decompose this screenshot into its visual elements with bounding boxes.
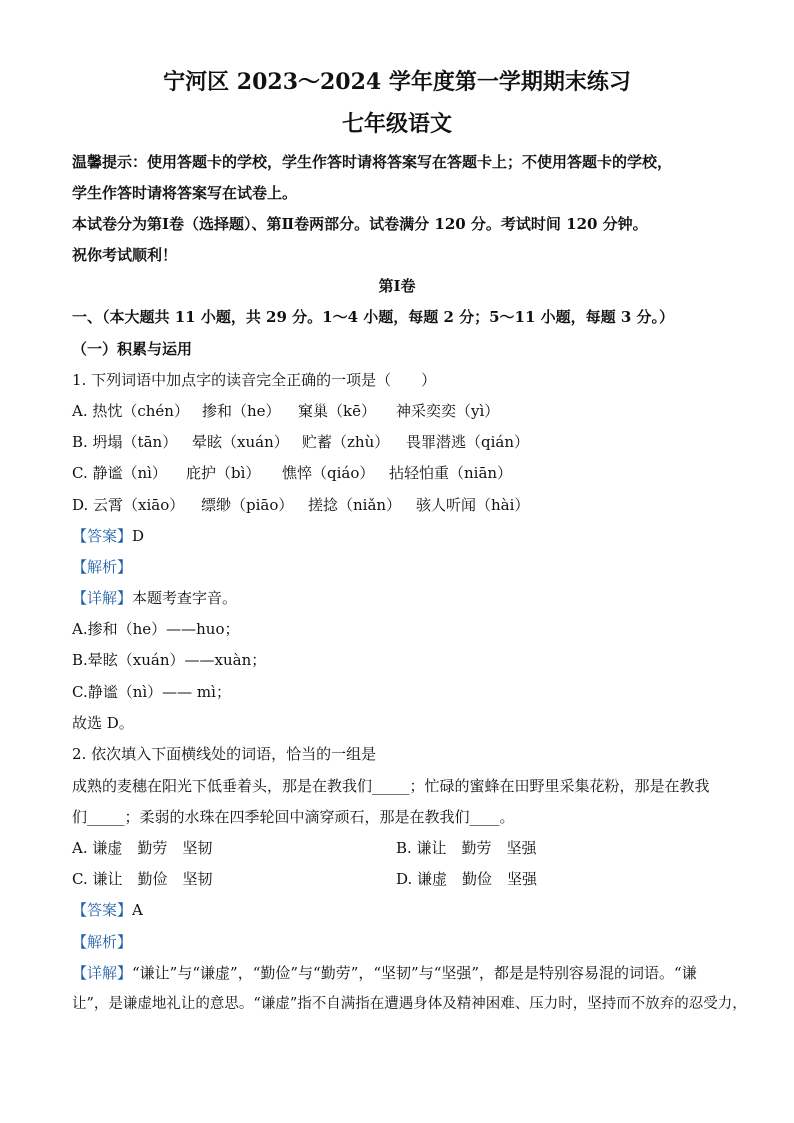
question-2-answer bbox=[72, 900, 143, 920]
notice-line-3: 本试卷分为第Ⅰ卷（选择题）、第Ⅱ卷两部分。试卷满分 120 分。考试时间 120 分钟。 bbox=[72, 215, 648, 233]
detail-tag: 【详解】 bbox=[72, 964, 133, 982]
option-d-word-1: D. 云霄（xiāo） bbox=[72, 496, 185, 514]
question-2-option-a: A. 谦虚 勤劳 坚韧 bbox=[72, 839, 213, 857]
question-1-detail-line: C.静谧（nì）—— mì； bbox=[72, 683, 231, 701]
answer-value: A bbox=[132, 901, 143, 919]
question-2-detail bbox=[72, 963, 697, 983]
question-2-text-line-1: 成熟的麦穗在阳光下低垂着头，那是在教我们_____；忙碌的蜜蜂在田野里采集花粉，那是在教我 bbox=[72, 777, 710, 795]
question-2-analysis-tag: 【解析】 bbox=[72, 933, 133, 951]
question-1-detail-line: 故选 D。 bbox=[72, 714, 134, 732]
notice-line-2: 学生作答时请将答案写在试卷上。 bbox=[72, 184, 298, 202]
option-d-word-2: 缥缈（piāo） bbox=[201, 496, 294, 514]
option-c-word-4: 拈轻怕重（niān） bbox=[389, 464, 513, 482]
detail-text-1: “谦让”与“谦虚”，“勤俭”与“勤劳”，“坚韧”与“坚强”，都是是特别容易混的词语。“谦 bbox=[132, 964, 697, 982]
option-c-word-2: 庇护（bì） bbox=[186, 464, 261, 482]
option-d-word-3: 搓捻（niǎn） bbox=[308, 496, 402, 514]
option-b-word-1: B. 坍塌（tān） bbox=[72, 433, 178, 451]
notice-line-1: 温馨提示：使用答题卡的学校，学生作答时请将答案写在答题卡上；不使用答题卡的学校， bbox=[72, 153, 673, 171]
option-d-word-4: 骇人听闻（hài） bbox=[416, 496, 530, 514]
question-2-text-line-2: 们_____；柔弱的水珠在四季轮回中滴穿顽石，那是在教我们____。 bbox=[72, 808, 515, 826]
option-c-word-1: C. 静谧（nì） bbox=[72, 464, 167, 482]
detail-intro: 本题考查字音。 bbox=[132, 589, 238, 607]
question-2-stem: 2. 依次填入下面横线处的词语，恰当的一组是 bbox=[72, 745, 377, 763]
answer-value: D bbox=[132, 527, 145, 545]
question-1-detail-line: B.晕眩（xuán）——xuàn； bbox=[72, 651, 267, 669]
option-b-word-3: 贮蓄（zhù） bbox=[302, 433, 390, 451]
answer-tag: 【答案】 bbox=[72, 901, 133, 919]
question-2-option-c: C. 谦让 勤俭 坚韧 bbox=[72, 870, 213, 888]
answer-tag: 【答案】 bbox=[72, 527, 133, 545]
notice-line-4: 祝你考试顺利！ bbox=[72, 246, 178, 264]
question-1-detail bbox=[72, 588, 237, 608]
option-b-word-4: 畏罪潜逃（qián） bbox=[406, 433, 530, 451]
question-2-detail-line-2: 让”，是谦虚地礼让的意思。“谦虚”指不自满指在遭遇身体及精神困难、压力时，坚持而不放弃的忍受力， bbox=[72, 996, 747, 1012]
exam-title: 宁河区 2023～2024 学年度第一学期期末练习 bbox=[163, 69, 631, 95]
option-b-word-2: 晕眩（xuán） bbox=[192, 433, 289, 451]
question-2-option-d: D. 谦虚 勤俭 坚强 bbox=[396, 870, 538, 888]
question-1-detail-line: A.掺和（he）——huo； bbox=[72, 620, 240, 638]
question-1-analysis-tag: 【解析】 bbox=[72, 558, 133, 576]
question-2-option-b: B. 谦让 勤劳 坚强 bbox=[396, 839, 537, 857]
subsection-heading: （一）积累与运用 bbox=[72, 340, 193, 358]
question-1-stem: 1. 下列词语中加点字的读音完全正确的一项是（ ） bbox=[72, 371, 437, 389]
option-a-word-1: A. 热忱（chén） bbox=[72, 402, 189, 420]
question-1-answer bbox=[72, 526, 144, 546]
option-a-word-4: 神采奕奕（yì） bbox=[396, 402, 500, 420]
option-a-word-2: 掺和（he） bbox=[202, 402, 281, 420]
volume-heading: 第Ⅰ卷 bbox=[378, 277, 416, 295]
option-a-word-3: 窠巢（kē） bbox=[298, 402, 376, 420]
detail-tag: 【详解】 bbox=[72, 589, 133, 607]
option-c-word-3: 憔悴（qiáo） bbox=[282, 464, 375, 482]
exam-subject: 七年级语文 bbox=[341, 111, 452, 137]
part-one-heading: 一、（本大题共 11 小题，共 29 分。1～4 小题，每题 2 分；5～11 小题，每题 3 分。） bbox=[72, 308, 675, 326]
